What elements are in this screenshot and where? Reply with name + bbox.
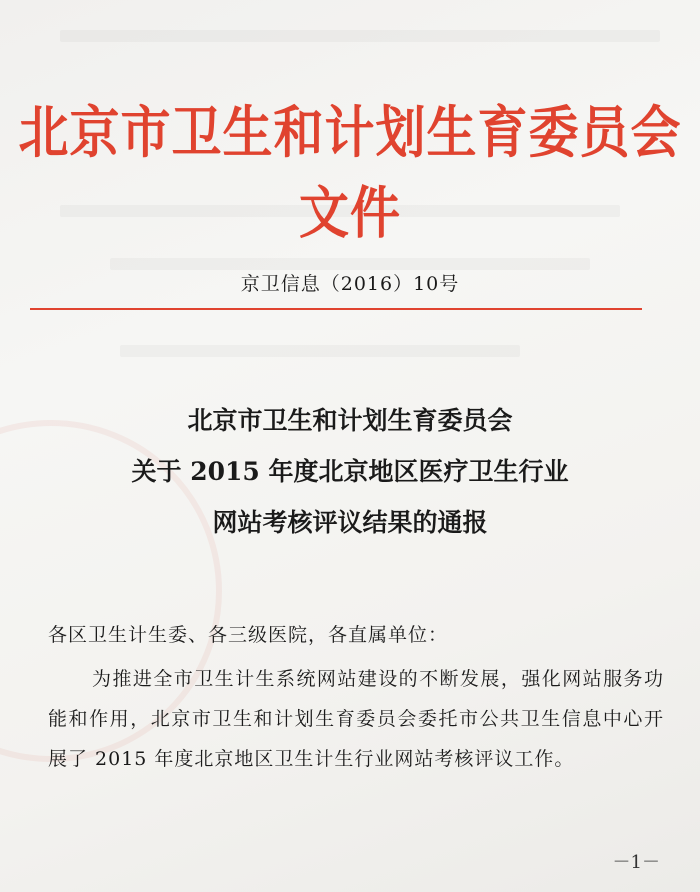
addressee-line: 各区卫生计生委、各三级医院，各直属单位： xyxy=(48,624,449,646)
title-line-1: 北京市卫生和计划生育委员会 xyxy=(187,406,513,435)
title-line-3: 网站考核评议结果的通报 xyxy=(212,508,488,537)
show-through-line xyxy=(120,345,520,357)
title-line-2: 关于 2015 年度北京地区医疗卫生行业 xyxy=(131,457,569,486)
red-divider-line xyxy=(30,308,642,310)
show-through-line xyxy=(60,30,660,42)
body-paragraph: 为推进全市卫生计生系统网站建设的不断发展，强化网站服务功能和作用，北京市卫生和计划生育委员会委托市公共卫生信息中心开展了 2015 年度北京地区卫生计生行业网站考核评议工作。 xyxy=(48,668,664,770)
document-title xyxy=(0,395,700,548)
document-number: 京卫信息（2016）10号 xyxy=(240,273,460,295)
document-header-title: 北京市卫生和计划生育委员会文件 xyxy=(18,100,682,246)
page-number: －1－ xyxy=(612,852,660,873)
